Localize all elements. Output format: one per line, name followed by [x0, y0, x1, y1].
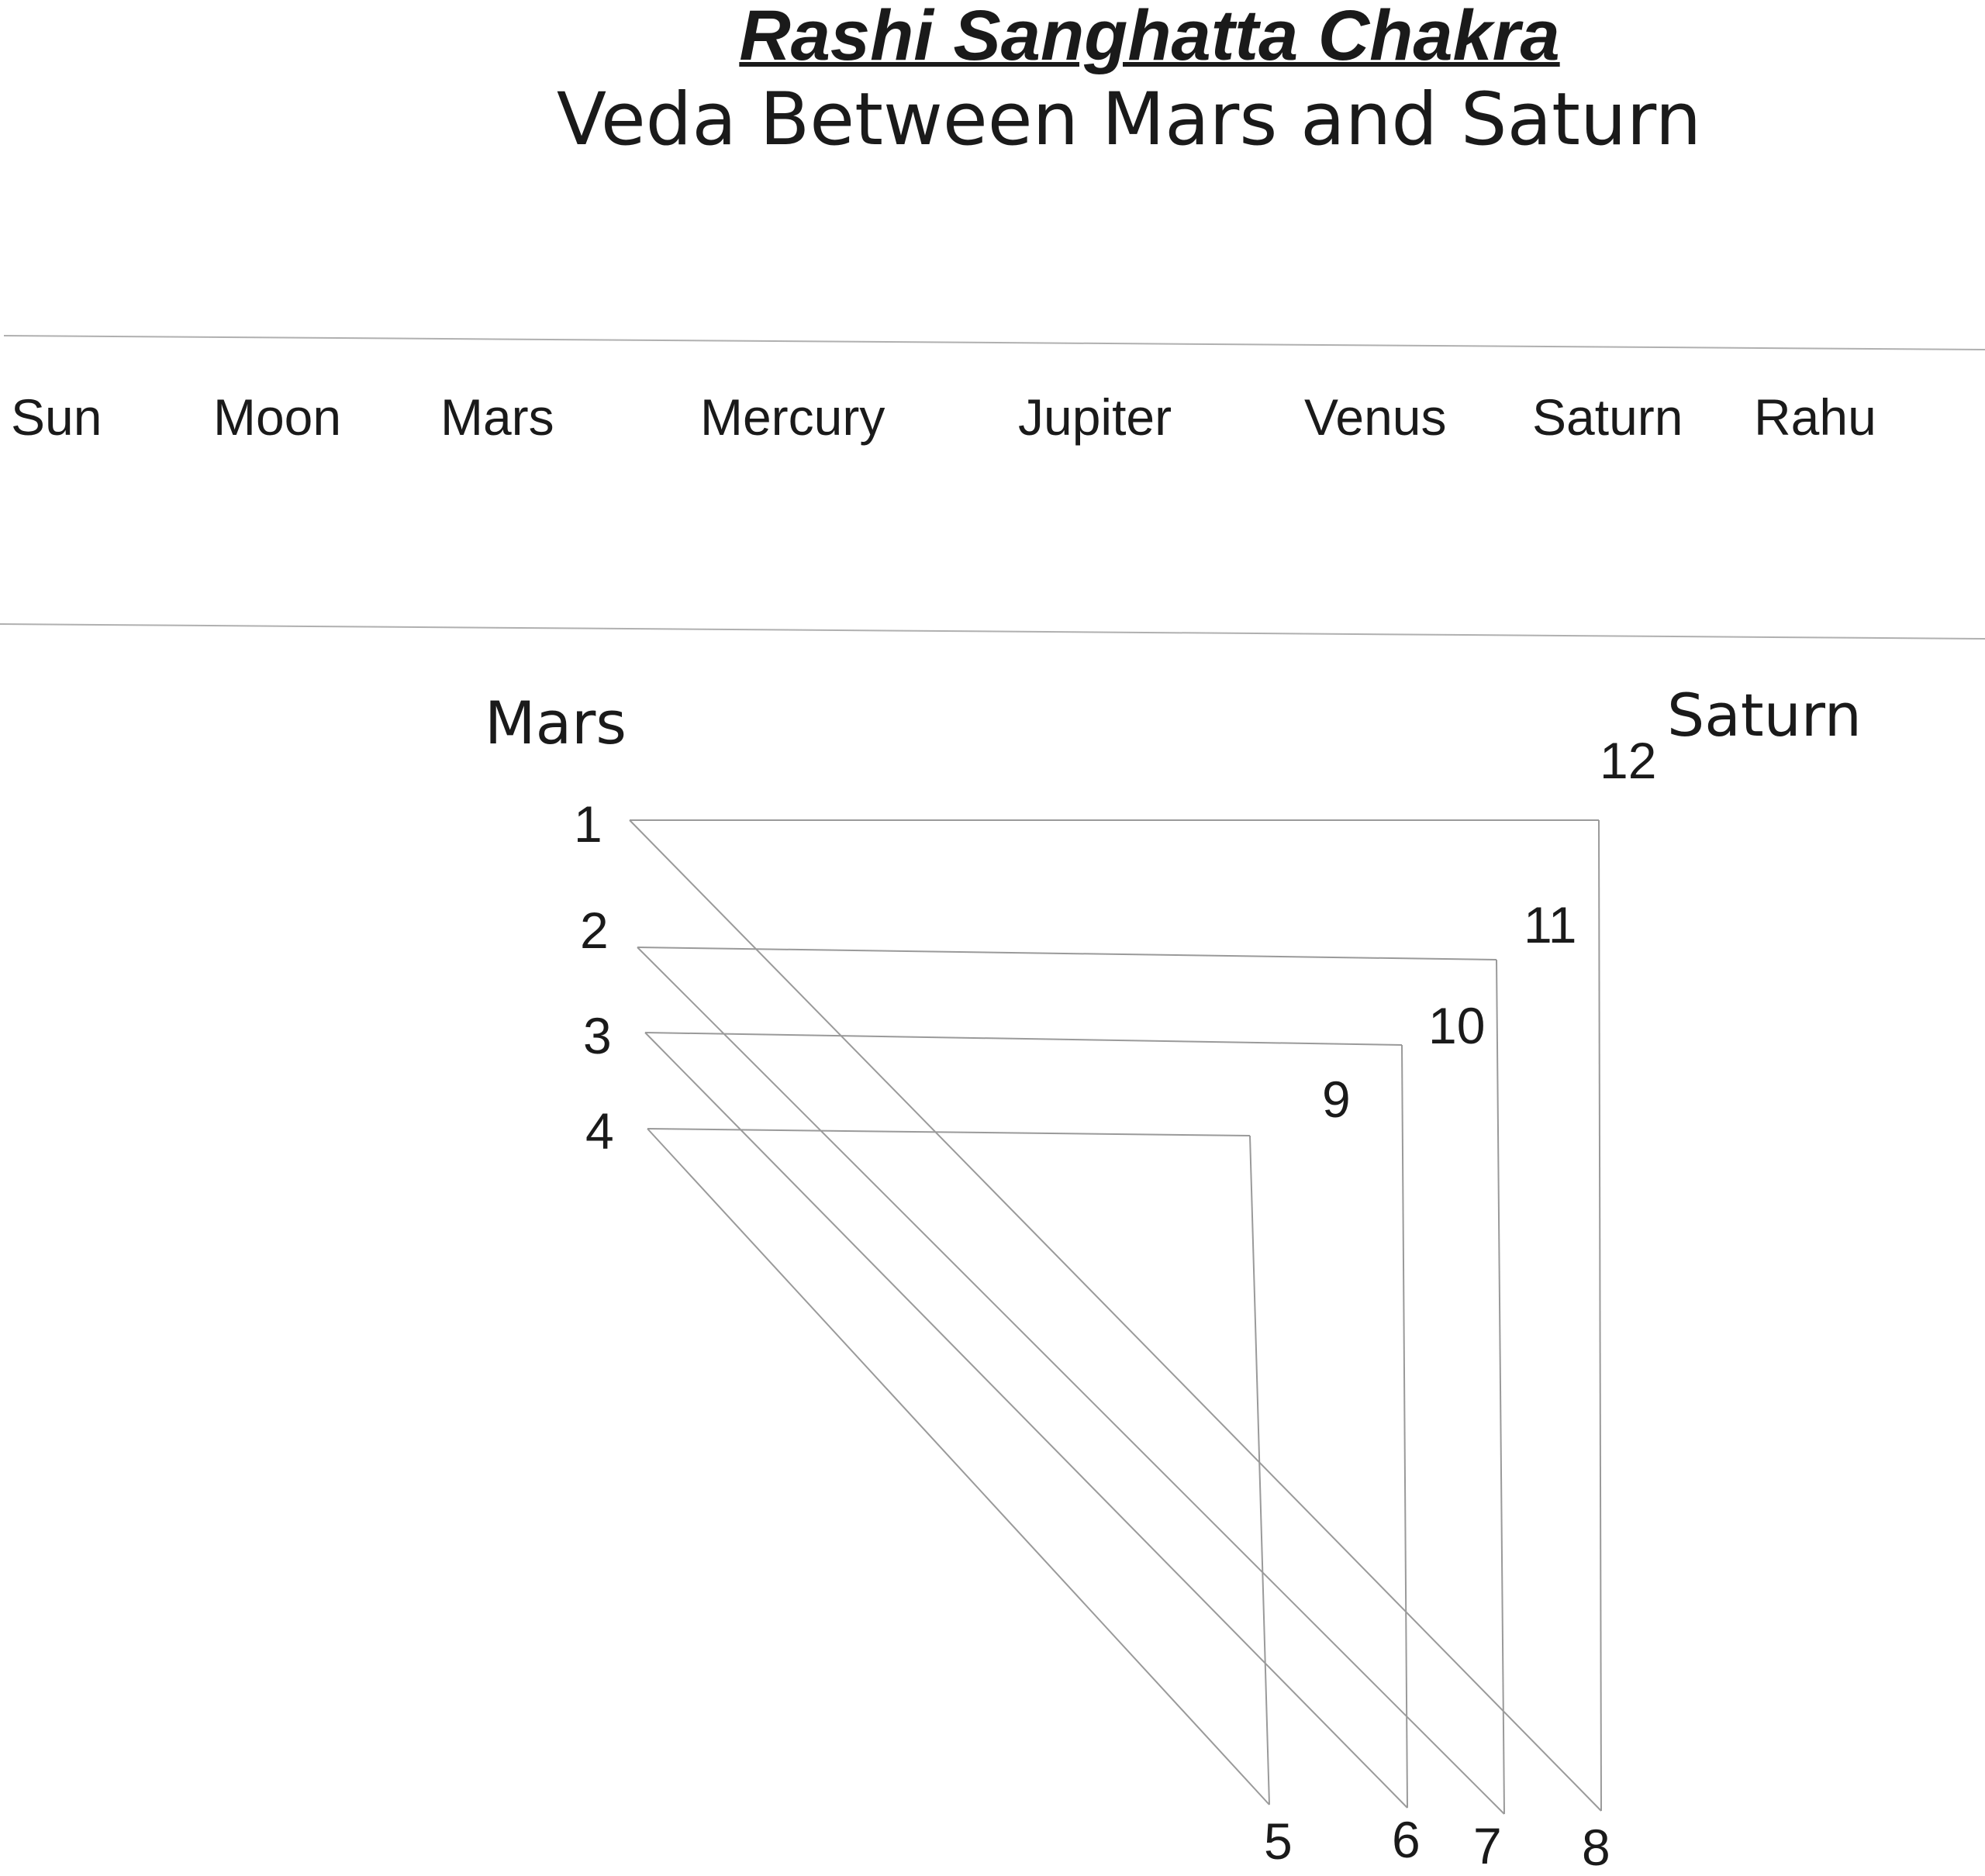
- line-4-9: [647, 1129, 1250, 1136]
- line-10-6: [1402, 1045, 1407, 1808]
- mars-heading: Mars: [485, 688, 627, 757]
- house-5-label: 5: [1264, 1812, 1293, 1870]
- line-2-7: [637, 947, 1504, 1814]
- saturn-heading: Saturn: [1667, 681, 1862, 750]
- line-12-8: [1599, 820, 1601, 1811]
- house-4-label: 4: [585, 1102, 614, 1160]
- diagram-subtitle: Veda Between Mars and Saturn: [556, 78, 1702, 162]
- planet-moon: Moon: [213, 388, 342, 446]
- planet-mercury: Mercury: [700, 388, 885, 446]
- planet-jupiter: Jupiter: [1018, 388, 1172, 446]
- line-3-10: [645, 1033, 1402, 1045]
- house-10-label: 10: [1428, 997, 1486, 1054]
- house-2-label: 2: [580, 902, 609, 959]
- diagram-title: Rashi Sanghatta Chakra: [739, 0, 1560, 75]
- line-11-7: [1497, 960, 1504, 1814]
- house-1-label: 1: [574, 795, 602, 853]
- planet-sun: Sun: [11, 388, 102, 446]
- line-2-11: [637, 947, 1497, 960]
- house-11-label: 11: [1524, 896, 1577, 954]
- line-3-6: [645, 1033, 1407, 1808]
- planet-saturn: Saturn: [1532, 388, 1683, 446]
- house-12-label: 12: [1600, 732, 1657, 789]
- house-9-label: 9: [1322, 1071, 1351, 1128]
- house-8-label: 8: [1582, 1819, 1610, 1876]
- top-separator: [4, 336, 1985, 350]
- house-7-label: 7: [1473, 1817, 1502, 1874]
- bottom-separator: [0, 624, 1985, 639]
- house-6-label: 6: [1392, 1811, 1421, 1868]
- line-4-5: [647, 1129, 1269, 1805]
- house-3-label: 3: [583, 1007, 612, 1064]
- planet-mars: Mars: [440, 388, 554, 446]
- planet-rahu: Rahu: [1754, 388, 1876, 446]
- planet-venus: Venus: [1304, 388, 1447, 446]
- line-1-8: [630, 820, 1601, 1811]
